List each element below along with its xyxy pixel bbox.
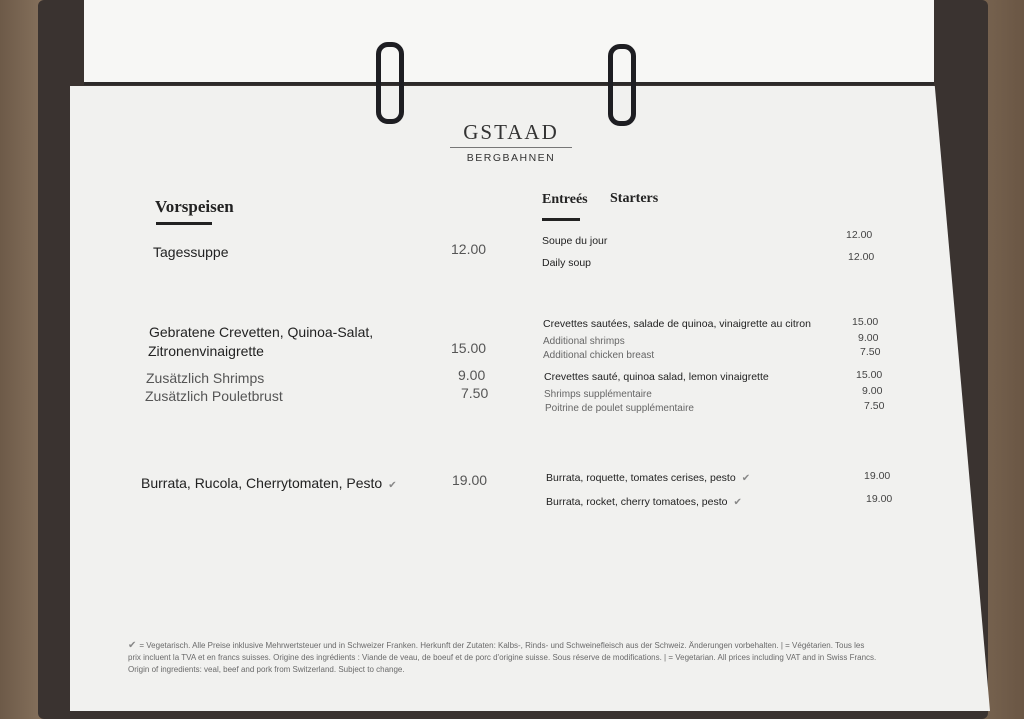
heading-underline-french xyxy=(542,218,580,221)
leaf-icon: ✔ xyxy=(733,497,742,508)
menu-item-vegetarian xyxy=(546,472,750,484)
heading-underline-german xyxy=(156,222,212,225)
menu-item-vegetarian xyxy=(141,475,397,491)
menu-item-name: Crevettes sauté, quinoa salad, lemon vinaigrette xyxy=(544,371,769,383)
menu-addon-name: Zusätzlich Shrimps xyxy=(146,370,265,386)
menu-item-price: 12.00 xyxy=(846,229,873,241)
section-heading-english: Starters xyxy=(610,191,659,206)
menu-item-price: 12.00 xyxy=(848,251,875,263)
menu-addon-name: Zusätzlich Pouletbrust xyxy=(145,388,283,404)
previous-page[interactable] xyxy=(84,0,934,85)
menu-addon-price: 7.50 xyxy=(461,385,489,401)
menu-addon-name: Additional chicken breast xyxy=(543,350,655,361)
menu-item-price: 12.00 xyxy=(451,241,487,257)
binder-ring-right xyxy=(608,44,636,126)
logo-divider xyxy=(450,147,572,148)
menu-item-name: Zitronenvinaigrette xyxy=(148,343,264,359)
menu-item-price: 15.00 xyxy=(852,316,879,328)
menu-item-name: Soupe du jour xyxy=(542,235,608,247)
menu-item-name: Crevettes sautées, salade de quinoa, vinaigrette au citron xyxy=(543,318,811,330)
menu-item-vegetarian xyxy=(546,496,742,508)
footnote-line xyxy=(128,640,908,652)
menu-addon-name: Shrimps supplémentaire xyxy=(544,389,652,400)
menu-addon-price: 9.00 xyxy=(862,385,883,397)
menu-addon-name: Poitrine de poulet supplémentaire xyxy=(545,403,694,414)
section-heading-french: Entreés xyxy=(542,192,588,207)
brand-logo xyxy=(440,120,582,164)
menu-item-price: 15.00 xyxy=(856,369,883,381)
leaf-icon: ✔ xyxy=(388,480,397,491)
menu-addon-price: 9.00 xyxy=(858,332,879,344)
footnote-text: = Vegetarisch. Alle Preise inklusive Mehrwertsteuer und in Schweizer Franken. Herkunft der Zutaten: Kalbs-, Rinds- und Schweinefleisch aus der Schweiz. Änderungen vorbehalten. | = Végétarien. Tous les xyxy=(139,641,865,650)
menu-item-price: 15.00 xyxy=(451,340,487,356)
menu-item-name: Tagessuppe xyxy=(153,244,229,260)
menu-addon-price: 7.50 xyxy=(864,400,885,412)
menu-item-price: 19.00 xyxy=(864,470,891,482)
menu-addon-name: Additional shrimps xyxy=(543,336,625,347)
section-heading-german: Vorspeisen xyxy=(155,197,234,216)
menu-footnote xyxy=(128,640,908,676)
brand-name: GSTAAD xyxy=(463,120,559,144)
menu-item-name: Burrata, Rucola, Cherrytomaten, Pesto xyxy=(141,475,383,491)
menu-item-price: 19.00 xyxy=(452,472,488,488)
footnote-line: Origin of ingredients: veal, beef and pork from Switzerland. Subject to change. xyxy=(128,665,405,674)
menu-item-name: Gebratene Crevetten, Quinoa-Salat, xyxy=(149,324,374,340)
menu-item-name: Burrata, rocket, cherry tomatoes, pesto xyxy=(546,496,728,508)
menu-item-price: 19.00 xyxy=(866,493,893,505)
leaf-icon: ✔ xyxy=(128,640,137,651)
brand-subtitle: BERGBAHNEN xyxy=(466,152,556,164)
leaf-icon: ✔ xyxy=(741,473,751,484)
menu-item-name: Daily soup xyxy=(542,257,592,269)
footnote-line: prix incluent la TVA et en francs suisses. Origine des ingrédients : Viande de veau, de boeuf et de porc d'origine suisse. Sous réserve de modifications. | = Vegetarian. All prices including VAT and in Swiss Francs. xyxy=(128,653,877,662)
menu-item-name: Burrata, roquette, tomates cerises, pesto xyxy=(546,472,736,484)
binder-ring-left xyxy=(376,42,404,124)
menu-addon-price: 9.00 xyxy=(458,367,486,383)
menu-addon-price: 7.50 xyxy=(860,346,881,358)
